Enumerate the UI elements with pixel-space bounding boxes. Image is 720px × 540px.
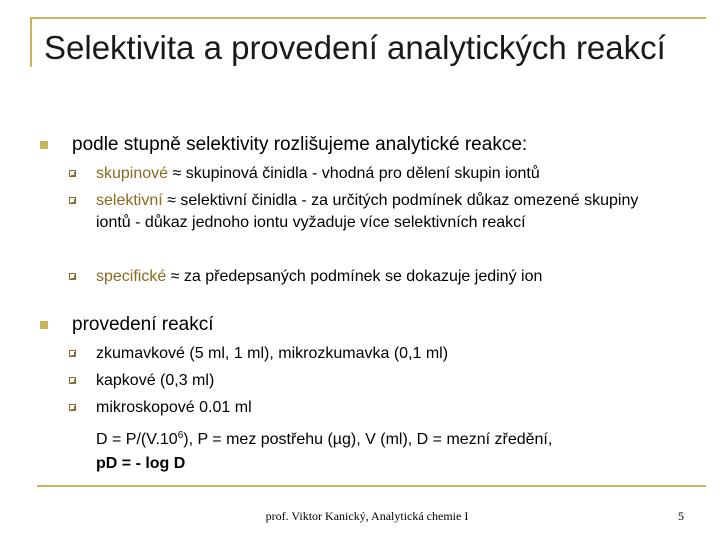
list-item <box>69 343 709 365</box>
bullet-text: podle stupně selektivity rozlišujeme analytické reakce: <box>72 134 528 155</box>
checkbox-bullet-icon <box>69 350 76 357</box>
checkbox-bullet-icon <box>69 273 76 280</box>
formula-line-1 <box>96 428 696 452</box>
checkbox-bullet-icon <box>69 170 76 177</box>
formula-exponent: 6 <box>177 430 184 441</box>
term-label: selektivní <box>96 192 163 209</box>
approx-symbol: ≈ <box>168 165 186 182</box>
square-bullet-icon <box>40 141 48 149</box>
formula-text: ), P = mez postřehu (µg), V (ml), D = mezní zředění, <box>183 431 553 448</box>
list-item <box>69 370 709 392</box>
list-item <box>69 397 709 419</box>
item-text: selektivní činidla - za určitých podmínek důkaz omezené skupiny iontů - důkaz jednoho iontu vyžaduje více selektivních reakcí <box>96 192 639 231</box>
checkbox-bullet-icon <box>69 404 76 411</box>
checkbox-bullet-icon <box>69 197 76 204</box>
list-item <box>69 190 709 256</box>
item-text: skupinová činidla - vhodná pro dělení skupin iontů <box>185 165 540 182</box>
square-bullet-icon <box>40 321 48 329</box>
term-label: specifické <box>96 268 167 285</box>
item-text: za předepsaných podmínek se dokazuje jediný ion <box>183 268 543 285</box>
dilution-formula <box>96 428 696 476</box>
list-item <box>69 266 709 288</box>
bullet-procedure <box>40 313 700 337</box>
bullet-selectivity <box>40 133 700 157</box>
term-label: skupinové <box>96 165 169 182</box>
checkbox-bullet-icon <box>69 377 76 384</box>
footer-author: prof. Viktor Kanický, Analytická chemie I <box>265 509 469 523</box>
title-accent-vertical-line <box>30 17 32 67</box>
bullet-text: provedení reakcí <box>72 314 214 335</box>
formula-text: D = P/(V.10 <box>96 431 178 448</box>
list-item <box>69 163 709 185</box>
page-number: 5 <box>678 509 684 523</box>
slide-title: Selektivita a provedení analytických reakcí <box>44 29 666 66</box>
footer-divider-line <box>37 485 706 487</box>
formula-line-2: pD = - log D <box>96 455 186 472</box>
item-text: kapkové (0,3 ml) <box>96 372 215 389</box>
title-accent-horizontal-line <box>30 17 706 19</box>
item-text: zkumavkové (5 ml, 1 ml), mikrozkumavka (0,1 ml) <box>96 345 449 362</box>
approx-symbol: ≈ <box>166 268 184 285</box>
item-text: mikroskopové 0.01 ml <box>96 399 252 416</box>
approx-symbol: ≈ <box>162 192 181 209</box>
